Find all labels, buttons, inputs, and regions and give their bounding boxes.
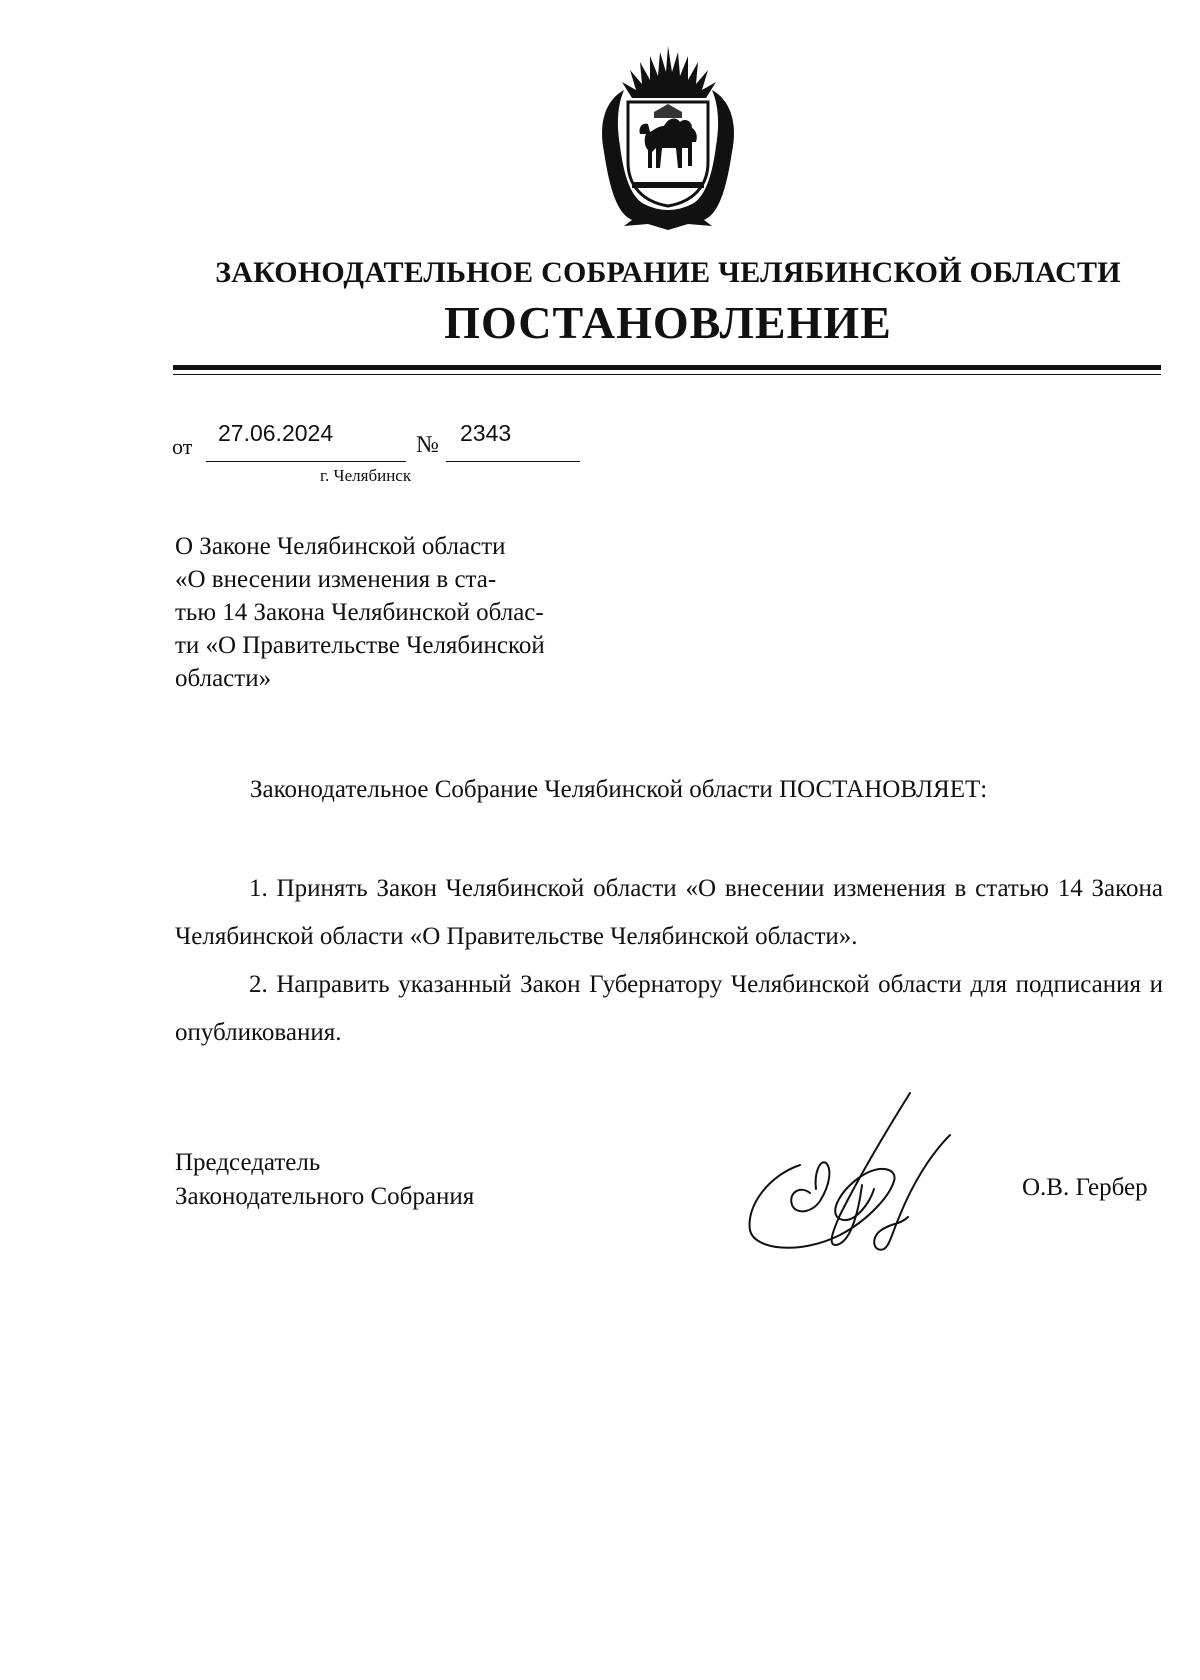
document-number: 2343 xyxy=(460,420,512,446)
handwritten-signature xyxy=(740,1085,970,1255)
signer-position-line: Законодательного Собрания xyxy=(175,1183,475,1210)
decree-item: 2. Направить указанный Закон Губернатору Челябинской области для подписания и опубликования. xyxy=(175,971,1163,1046)
subject-line: ти «О Правительстве Челябинской xyxy=(175,632,545,659)
decree-items xyxy=(175,865,1163,1057)
subject-line: области» xyxy=(175,665,272,692)
header-divider-thick xyxy=(173,365,1161,370)
number-label: № xyxy=(416,432,439,458)
subject-line: «О внесении изменения в ста- xyxy=(175,566,497,593)
document-type-title: ПОСТАНОВЛЕНИЕ xyxy=(444,297,892,348)
decree-item: 1. Принять Закон Челябинской области «О внесении изменения в статью 14 Закона Челябинской области «О Правительстве Челябинской области». xyxy=(175,875,1163,950)
date-label: от xyxy=(172,434,193,459)
subject-line: О Законе Челябинской области xyxy=(175,533,506,560)
organization-title: ЗАКОНОДАТЕЛЬНОЕ СОБРАНИЕ ЧЕЛЯБИНСКОЙ ОБЛАСТИ xyxy=(215,256,1121,289)
decree-statement: Законодательное Собрание Челябинской области ПОСТАНОВЛЯЕТ: xyxy=(250,776,988,803)
chelyabinsk-coat-of-arms-icon xyxy=(588,42,748,232)
document-subject xyxy=(175,530,575,695)
signer-position xyxy=(175,1146,474,1214)
header-divider-thin xyxy=(173,374,1161,375)
number-underline xyxy=(446,461,580,462)
document-city: г. Челябинск xyxy=(320,466,412,485)
signer-position-line: Председатель xyxy=(175,1149,321,1176)
document-date: 27.06.2024 xyxy=(218,420,334,446)
signer-name: О.В. Гербер xyxy=(1022,1174,1148,1201)
date-underline xyxy=(206,461,406,462)
subject-line: тью 14 Закона Челябинской облас- xyxy=(175,599,544,626)
